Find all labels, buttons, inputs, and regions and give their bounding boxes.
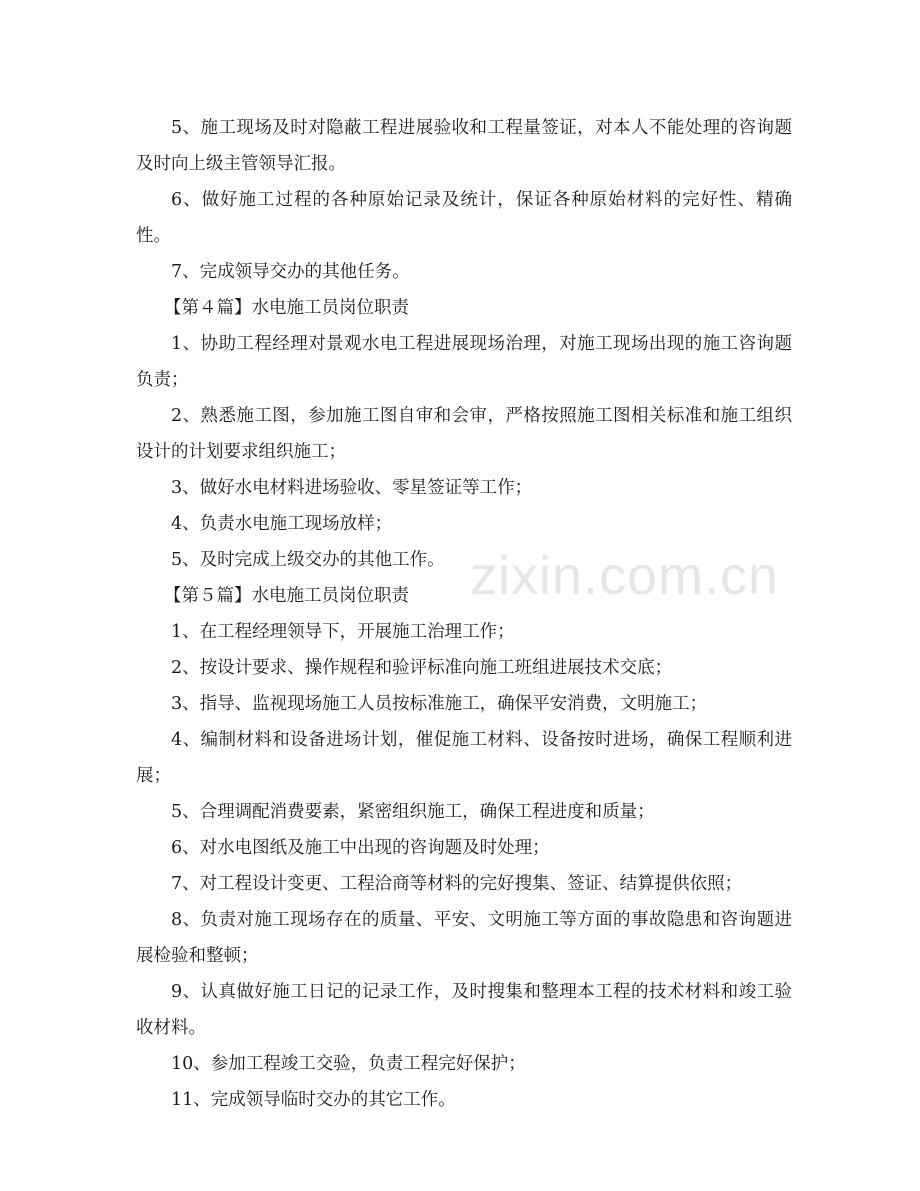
paragraph: 7、完成领导交办的其他任务。 [171,262,410,282]
watermark: zixin.com.cn [470,546,780,606]
paragraph: 4、编制材料和设备进场计划，催促施工材料、设备按时进场，确保工程顺利进展； [136,730,792,786]
paragraph: 5、施工现场及时对隐蔽工程进展验收和工程量签证，对本人不能处理的咨询题及时向上级主管领导汇报。 [136,118,792,174]
paragraph: 3、指导、监视现场施工人员按标准施工，确保平安消费，文明施工； [171,694,708,714]
paragraph: 11、完成领导临时交办的其它工作。 [171,1090,456,1110]
paragraph: 8、负责对施工现场存在的质量、平安、文明施工等方面的事故隐患和咨询题进展检验和整顿； [136,910,792,966]
document-body [136,110,792,1118]
paragraph: 2、按设计要求、操作规程和验评标准向施工班组进展技术交底； [171,658,673,678]
paragraph: 9、认真做好施工日记的记录工作，及时搜集和整理本工程的技术材料和竣工验收材料。 [136,982,792,1038]
paragraph: 4、负责水电施工现场放样； [171,514,393,534]
section-heading: 【第４篇】水电施工员岗位职责 [164,298,409,318]
section-heading: 【第５篇】水电施工员岗位职责 [164,586,409,606]
paragraph: 5、及时完成上级交办的其他工作。 [171,550,445,570]
paragraph: 5、合理调配消费要素，紧密组织施工，确保工程进度和质量； [171,802,655,822]
paragraph: 6、对水电图纸及施工中出现的咨询题及时处理； [171,838,550,858]
paragraph: 3、做好水电材料进场验收、零星签证等工作； [171,478,533,498]
paragraph: 1、协助工程经理对景观水电工程进展现场治理，对施工现场出现的施工咨询题负责； [136,334,792,390]
paragraph: 2、熟悉施工图，参加施工图自审和会审，严格按照施工图相关标准和施工组织设计的计划要求组织施工； [136,406,792,462]
paragraph: 6、做好施工过程的各种原始记录及统计，保证各种原始材料的完好性、精确性。 [136,190,792,246]
paragraph: 1、在工程经理领导下，开展施工治理工作； [171,622,515,642]
paragraph: 7、对工程设计变更、工程洽商等材料的完好搜集、签证、结算提供依照； [171,874,743,894]
paragraph: 10、参加工程竣工交验，负责工程完好保护； [171,1054,526,1074]
